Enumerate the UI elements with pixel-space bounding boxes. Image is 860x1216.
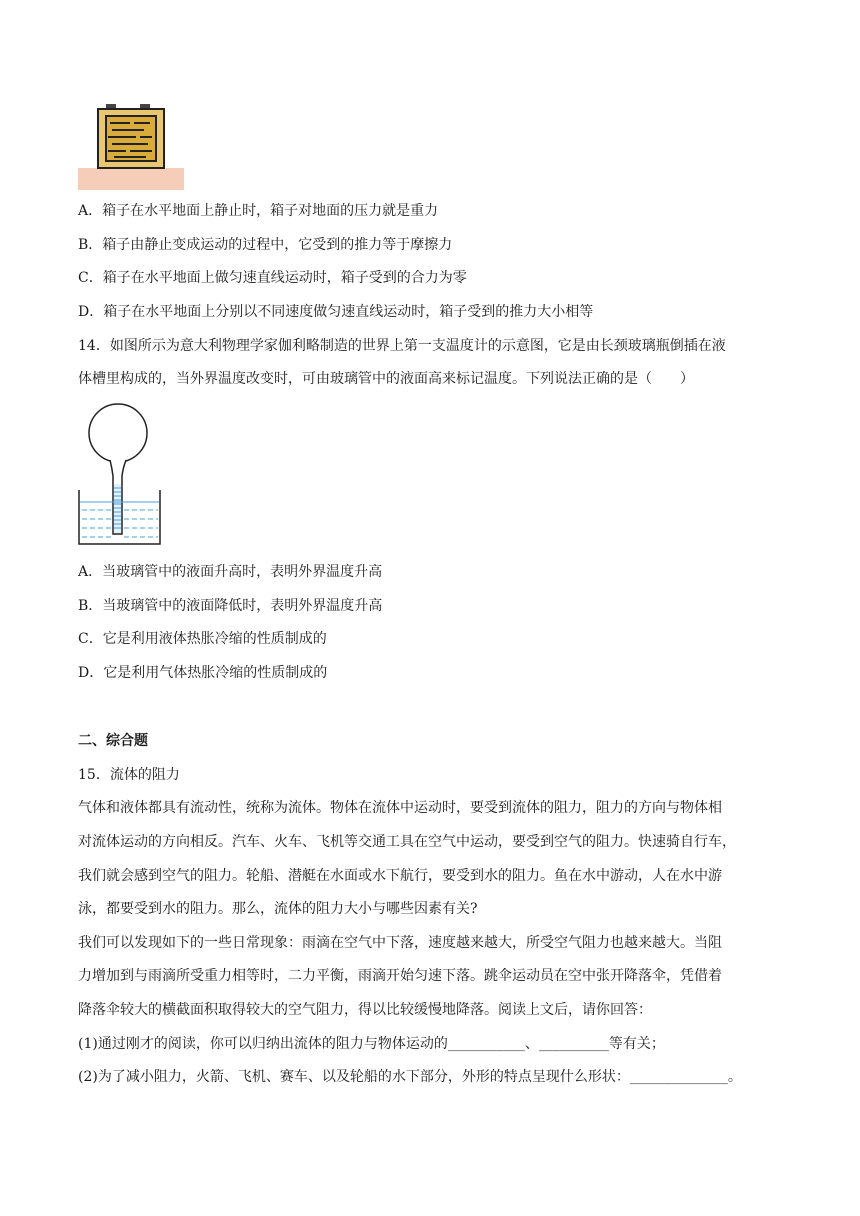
q15-para1-line: 对流体运动的方向相反。汽车、火车、飞机等交通工具在空气中运动，要受到空气的阻力。快速骑自行车， — [78, 834, 736, 850]
q14-stem-line: 14．如图所示为意大利物理学家伽利略制造的世界上第一支温度计的示意图，它是由长颈玻璃瓶倒插在液 — [78, 338, 726, 354]
q14-stem-line: 体槽里构成的，当外界温度改变时，可由玻璃管中的液面高来标记温度。下列说法正确的是（ ） — [78, 371, 694, 387]
q15-subquestion-2: (2)为了减小阻力，火箭、飞机、赛车、以及轮船的水下部分，外形的特点呈现什么形状：______________。 — [78, 1069, 742, 1085]
q13-option-d: D．箱子在水平地面上分别以不同速度做匀速直线运动时，箱子受到的推力大小相等 — [78, 304, 594, 320]
q15-para1-line: 我们就会感到空气的阻力。轮船、潜艇在水面或水下航行，要受到水的阻力。鱼在水中游动，人在水中游 — [78, 868, 722, 884]
q15-para1-line: 泳，都要受到水的阻力。那么，流体的阻力大小与哪些因素有关? — [78, 901, 478, 917]
q13-option-b: B．箱子由静止变成运动的过程中，它受到的推力等于摩擦力 — [78, 237, 453, 253]
q13-option-c: C．箱子在水平地面上做匀速直线运动时，箱子受到的合力为零 — [78, 270, 467, 286]
q15-subquestion-1: (1)通过刚才的阅读，你可以归纳出流体的阻力与物体运动的___________、__________等有关； — [78, 1036, 665, 1052]
galileo-thermometer-figure — [76, 402, 166, 548]
q15-para2-line: 我们可以发现如下的一些日常现象：雨滴在空气中下落，速度越来越大，所受空气阻力也越来越大。当阻 — [78, 935, 722, 951]
q15-para2-line: 降落伞较大的横截面积取得较大的空气阻力，得以比较缓慢地降落。阅读上文后，请你回答： — [78, 1002, 652, 1018]
q15-para2-line: 力增加到与雨滴所受重力相等时，二力平衡，雨滴开始匀速下落。跳伞运动员在空中张开降落伞，凭借着 — [78, 968, 722, 984]
q15-title: 15．流体的阻力 — [78, 767, 180, 783]
box-on-ground-figure — [78, 100, 186, 192]
q13-option-a: A．箱子在水平地面上静止时，箱子对地面的压力就是重力 — [78, 203, 439, 219]
q15-para1-line: 气体和液体都具有流动性，统称为流体。物体在流体中运动时，要受到流体的阻力，阻力的方向与物体相 — [78, 800, 722, 816]
q14-option-c: C．它是利用液体热胀冷缩的性质制成的 — [78, 631, 327, 647]
q14-option-b: B．当玻璃管中的液面降低时，表明外界温度升高 — [78, 598, 383, 614]
section-heading: 二、综合题 — [78, 733, 148, 749]
q14-option-d: D．它是利用气体热胀冷缩的性质制成的 — [78, 665, 328, 681]
q14-option-a: A．当玻璃管中的液面升高时，表明外界温度升高 — [78, 564, 383, 580]
